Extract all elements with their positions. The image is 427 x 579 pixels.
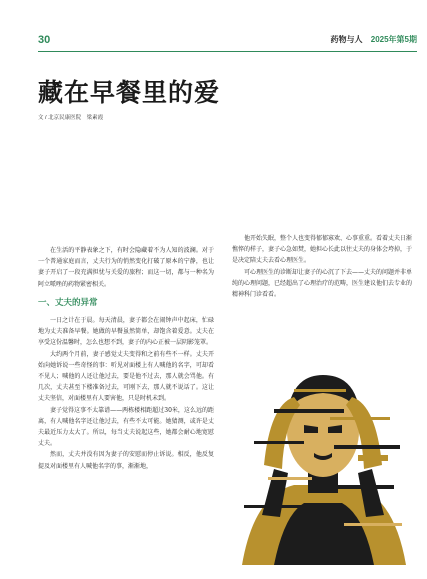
issue-label: 2025年第5期 <box>370 35 417 44</box>
body-paragraph: 一日之计在于晨。每天清晨，妻子都会在闹钟声中起床，忙碌地为丈夫准备早餐。她做的早餐虽然简单，却饱含着爱意。丈夫在享受这份温馨时，怎么也想不到，妻子的内心正被一层阴影笼罩。 <box>38 317 214 347</box>
article-title: 藏在早餐里的爱 <box>38 78 221 107</box>
page-number: 30 <box>38 34 51 46</box>
article-byline: 文 / 北京民康医院 梁素霞 <box>38 115 104 121</box>
intro-paragraph: 在生活的平静表象之下，有时会隐藏着不为人知的波澜。对于一个普通家庭而言，丈夫行为的悄然变化打破了原本的宁静，也让妻子开启了一段充满担忧与关爱的旅程；而这一切，都与一种名为阿立哌唑的药物紧密相关。 <box>38 247 214 288</box>
header-divider <box>38 51 417 52</box>
body-paragraph: 妻子觉得这事不太靠谱——两栋楼相距超过30米，这么远的距离，有人喊他名字还让他过去，有些不太可能。她猜测，或许是丈夫最近压力太大了。所以，每当丈夫说起这些，她都会耐心地宽慰丈夫。 <box>38 406 214 448</box>
section-heading: 一、丈夫的异常 <box>38 297 98 308</box>
body-paragraph: 他开始失眠，整个人也变得郁郁寡欢、心事重重。看着丈夫日渐憔悴的样子，妻子心急如焚，她担心长此以往丈夫的身体会垮掉，于是决定陪丈夫去看心理医生。 <box>232 235 413 265</box>
page-header <box>0 34 427 50</box>
body-paragraph: 可心理医生的诊断却让妻子的心沉了下去——丈夫的问题并非单纯的心理问题，已经超出了心理治疗的范畴，医生建议他们去专业的精神科门诊看看。 <box>232 268 413 299</box>
right-column <box>232 233 412 300</box>
body-paragraph: 然而，丈夫并没有因为妻子的安慰而停止诉说。相反，他反复提及对面楼里有人喊他名字的事，渐渐地， <box>38 451 214 470</box>
magazine-name: 药物与人 <box>330 35 363 44</box>
man-holding-head-glitch-illustration <box>234 345 412 565</box>
magazine-header <box>0 34 417 45</box>
left-column <box>38 245 214 472</box>
body-paragraph: 大约两个月前，妻子感觉丈夫变得和之前有些不一样。丈夫开始向她诉说一些奇怪的事：听见对面楼上有人喊他的名字，可却看不见人；喊他的人还让他过去，要是他不过去，那人就会骂他。有几次，丈夫甚至下楼准备过去，可刚下去，那人就不说话了。这让丈夫坚信，对面楼里有人要害他，只是时机未到。 <box>38 350 214 403</box>
